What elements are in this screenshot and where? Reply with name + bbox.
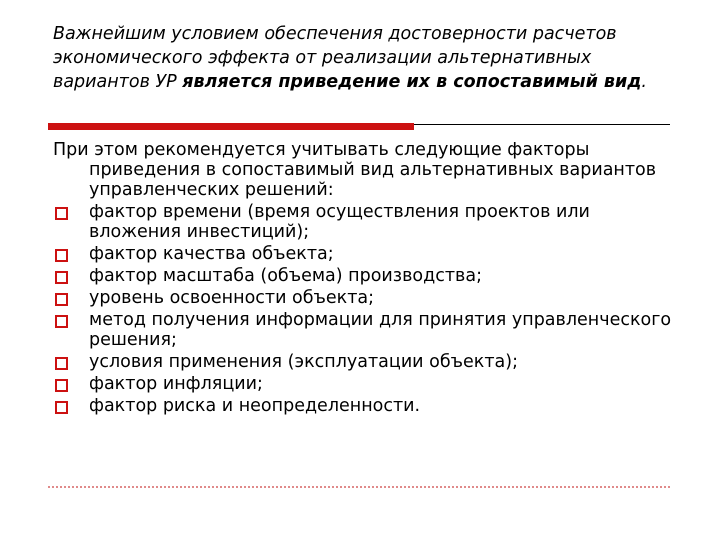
- title-text-period: .: [641, 72, 647, 92]
- slide-body: [53, 140, 683, 418]
- slide-title: [53, 22, 693, 94]
- list-item-text: фактор риска и неопределенности.: [89, 396, 421, 416]
- title-accent-bar: [48, 123, 414, 130]
- list-item-text: фактор масштаба (объема) производства;: [89, 266, 482, 286]
- hollow-square-icon: [55, 249, 68, 262]
- hollow-square-icon: [55, 207, 68, 220]
- list-item: [53, 288, 683, 308]
- list-item: [53, 374, 683, 394]
- hollow-square-icon: [55, 357, 68, 370]
- intro-paragraph: При этом рекомендуется учитывать следующие факторы приведения в сопоставимый вид альтернативных вариантов управленческих решений:: [53, 140, 657, 200]
- hollow-square-icon: [55, 315, 68, 328]
- list-item-text: фактор качества объекта;: [89, 244, 334, 264]
- list-item-text: метод получения информации для принятия управленческого решения;: [89, 310, 672, 350]
- hollow-square-icon: [55, 271, 68, 284]
- list-item-text: уровень освоенности объекта;: [89, 288, 375, 308]
- title-text-bold: является приведение их в сопоставимый вид: [182, 72, 642, 92]
- list-item-text: фактор инфляции;: [89, 374, 263, 394]
- list-item: [53, 202, 683, 242]
- list-item: [53, 266, 683, 286]
- factor-list: [53, 202, 683, 416]
- title-text-regular: Важнейшим условием обеспечения достоверности расчетов экономического эффекта от реализации альтернативных вариантов УР: [53, 24, 617, 92]
- hollow-square-icon: [55, 401, 68, 414]
- hollow-square-icon: [55, 293, 68, 306]
- list-item: [53, 244, 683, 264]
- list-item: [53, 352, 683, 372]
- list-item: [53, 310, 683, 350]
- footer-divider: [48, 486, 670, 488]
- list-item-text: условия применения (эксплуатации объекта);: [89, 352, 518, 372]
- hollow-square-icon: [55, 379, 68, 392]
- list-item-text: фактор времени (время осуществления проектов или вложения инвестиций);: [89, 202, 590, 242]
- list-item: [53, 396, 683, 416]
